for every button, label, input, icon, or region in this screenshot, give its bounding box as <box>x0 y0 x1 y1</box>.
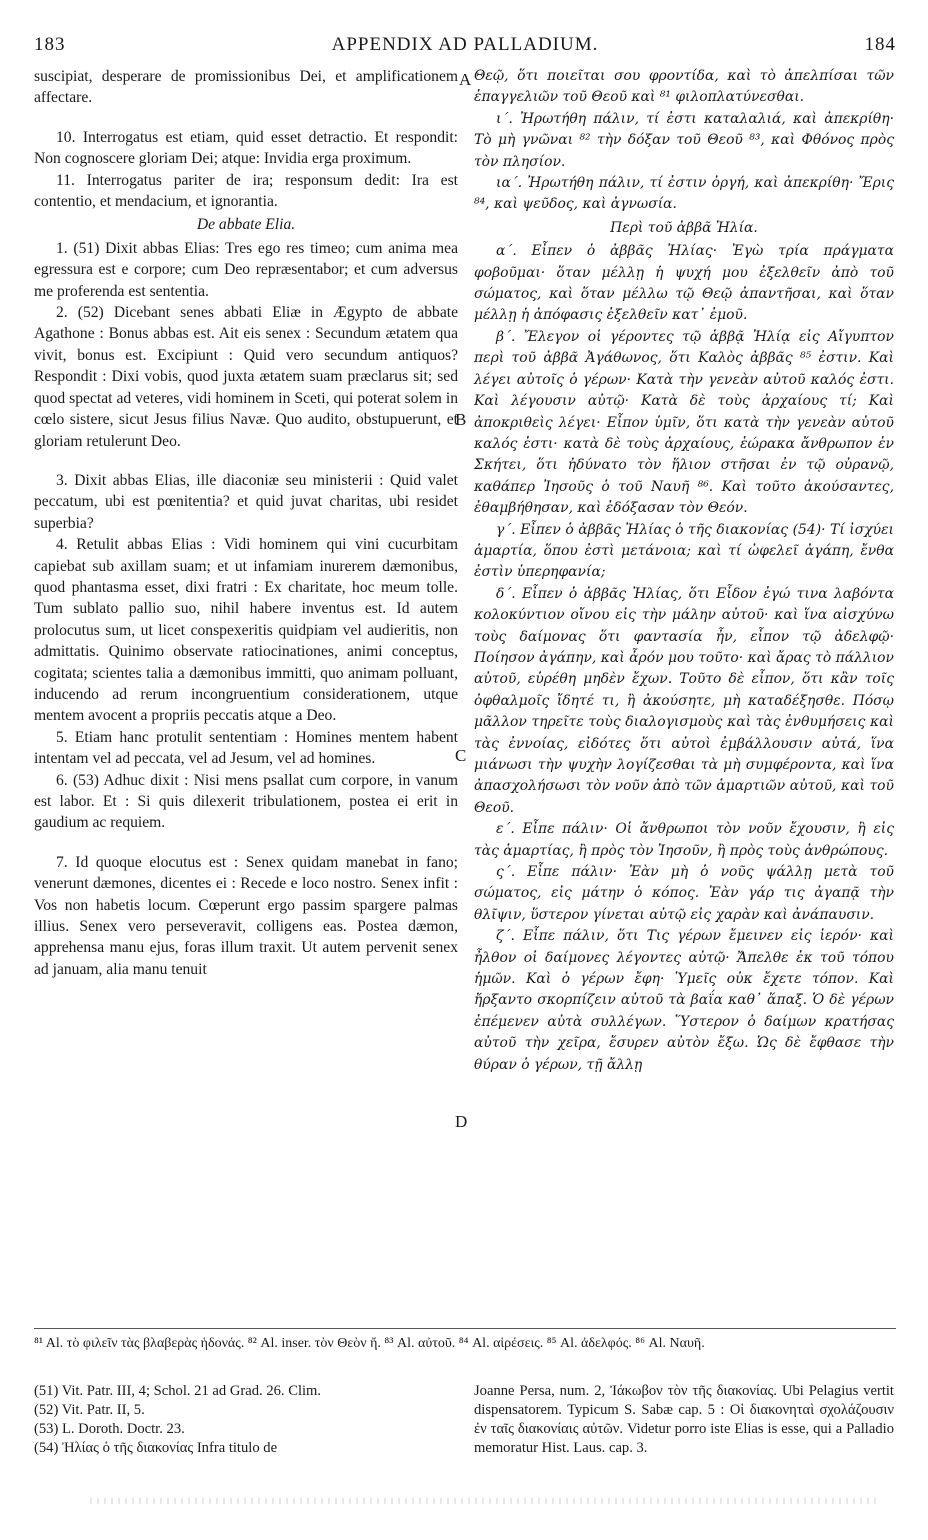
greek-paragraph: γ΄. Εἶπεν ὁ ἀββᾶς Ἠλίας ὁ τῆς διακονίας (54)· Τί ἰσχύει ἁμαρτία, ὅπου ἐστὶ μετάνοια; καὶ τί ὠφελεῖ ἀγάπη, ἔνθα ἐστὶν ὑπερηφανία; <box>474 521 894 581</box>
source-notes-right <box>474 1382 894 1458</box>
source-note: (51) Vit. Patr. III, 4; Schol. 21 ad Grad. 26. Clim. <box>34 1383 322 1399</box>
spacer <box>34 452 458 470</box>
greek-paragraph: δ΄. Εἶπεν ὁ ἀββᾶς Ἠλίας, ὅτι Εἶδον ἐγώ τινα λαβόντα κολοκύντιον οἴνου εἰς τὴν μάλην αὐτοῦ· καὶ ἵνα αἰσχύνω τοὺς δαίμονας ὅτι φαντασία ἦν, εἶπον τῷ ἀδελφῷ· Ποίησον ἀγάπην, καὶ ἆρόν μου τοῦτο· καὶ ἄρας τὸ πάλλιον αὐτοῦ, εὑρέθη μηδὲν ἔχων. Τοῦτο δὲ εἶπον, ὅτι κἂν τοῖς ὀφθαλμοῖς ἴδητέ τι, ἢ ἀκούσητε, μὴ καταδέξησθε. Πόσῳ μᾶλλον τηρεῖτε τοὺς διαλογισμοὺς καὶ τὰς ἐνθυμήσεις καὶ τὰς ἐννοίας, εἰδότες ὅτι αὐτοὶ ἐμβάλλουσιν αὐτά, ἵνα μιάνωσι τὴν ψυχὴν λογίζεσθαι τὰ μὴ συμφέροντα, καὶ ἵνα ἀπασχολήσωσι τὸν νοῦν ἀπὸ τῶν ἁμαρτιῶν αὐτοῦ, καὶ τοῦ Θεοῦ. <box>474 585 894 816</box>
source-note: (54) Ἠλίας ὁ τῆς διακονίας Infra titulo de <box>34 1440 278 1456</box>
greek-paragraph: β΄. Ἔλεγον οἱ γέροντες τῷ ἀββᾷ Ἠλίᾳ εἰς Αἴγυπτον περὶ τοῦ ἀββᾶ Ἀγάθωνος, ὅτι Καλὸς ἀββᾶς ⁸⁵ ἐστιν. Καὶ λέγει αὐτοῖς ὁ γέρων· Κατὰ τὴν γενεὰν αὐτοῦ καλός ἐστι. Καὶ λέγουσιν αὐτῷ· Κατὰ δὲ τοὺς ἀρχαίους τί; Καὶ ἀποκριθεὶς λέγει· Εἶπον ὑμῖν, ὅτι κατὰ τὴν γενεὰν αὐτοῦ καλός ἐστι· κατὰ δὲ τοὺς ἀρχαίους, ἑώρακα ἄνθρωπον ἐν Σκήτει, ὅτι ἠδύνατο τὸν ἥλιον στῆσαι ἐν τῷ οὐρανῷ, καθάπερ Ἰησοῦς ὁ τοῦ Ναυῆ ⁸⁶. Καὶ τοῦτο ἀκούσαντες, ἐθαμβήθησαν, καὶ ἐδόξασαν τὸν Θεόν. <box>474 328 894 517</box>
latin-paragraph: 11. Interrogatus pariter de ira; responsum dedit: Ira est contentio, et mendacium, et ignorantia. <box>34 171 458 211</box>
greek-paragraph: ι΄. Ἠρωτήθη πάλιν, τί ἐστι καταλαλιά, καὶ ἀπεκρίθη· Τὸ μὴ γνῶναι ⁸² τὴν δόξαν τοῦ Θεοῦ ⁸³, καὶ Φθόνος πρὸς τὸν πλησίον. <box>474 110 894 170</box>
scan-speckle <box>90 1498 880 1504</box>
latin-paragraph: suscipiat, desperare de promissionibus Dei, et amplificationem affectare. <box>34 68 458 107</box>
greek-paragraph: ια΄. Ἠρωτήθη πάλιν, τί ἐστιν ὀργή, καὶ ἀπεκρίθη· Ἔρις ⁸⁴, καὶ ψεῦδος, καὶ ἀγνωσία. <box>474 175 894 213</box>
margin-marker-a: A <box>459 70 472 89</box>
greek-paragraph: ε΄. Εἶπε πάλιν· Οἱ ἄνθρωποι τὸν νοῦν ἔχουσιν, ἢ εἰς τὰς ἁμαρτίας, ἢ πρὸς τὸν Ἰησοῦν, ἢ πρὸς τοὺς ἀνθρώπους. <box>474 821 894 859</box>
latin-paragraph: 2. (52) Dicebant senes abbati Eliæ in Ægypto de abbate Agathone : Bonus abbas est. Ait eis senex : Secundum ætatem qua vivit, bonus est. Excipiunt : Quid vero secundum antiquos? Respondit : Dixi vobis, quod juxta ætatem suam præclarus sit; sed quod spectat ad veteres, vidi hominem in Sceti, qui poterat solem in cœlo sistere, sicut Jesus filius Navæ. Quo audito, obstupuerunt, et gloriam retulerunt Deo. <box>34 304 458 450</box>
greek-paragraph: Θεῷ, ὅτι ποιεῖται σου φροντίδα, καὶ τὸ ἀπελπίσαι τῶν ἐπαγγελιῶν τοῦ Θεοῦ καὶ ⁸¹ φιλοπλατύνεσθαι. <box>474 68 894 106</box>
page-title: APPENDIX AD PALLADIUM. <box>331 34 599 55</box>
footnotes <box>34 1334 896 1353</box>
greek-paragraph: ς΄. Εἶπε πάλιν· Ἐὰν μὴ ὁ νοῦς ψάλλῃ μετὰ τοῦ σώματος, εἰς μάτην ὁ κόπος. Ἐὰν γάρ τις ἀγαπᾷ τὴν θλῖψιν, ὕστερον γίνεται αὐτῷ εἰς χαρὰν καὶ ἀνάπαυσιν. <box>474 864 894 923</box>
source-note: (52) Vit. Patr. II, 5. <box>34 1402 145 1418</box>
greek-column <box>474 66 894 1076</box>
source-note: (53) L. Doroth. Doctr. 23. <box>34 1421 185 1437</box>
latin-paragraph: 4. Retulit abbas Elias : Vidi hominem qui vini cucurbitam capiebat sub axillam suam; et ut infamiam inurerem dæmonibus, quod phantasma esset, dixi fratri : Ex charitate, hoc meum tolle. Tum sublato pallio suo, nihil habere inventus est. Id autem prolocutus sum, ut licet conspexeritis quidpiam vel audieritis, non admittatis. Quinimo observate ratiocinationes, animi conceptus, cogitata; scientes talia a dæmonibus immitti, quo animam polluant, inducendo ad rerum incongruentium considerationem, utque mentem avocent a propriis peccatis atque a Deo. <box>34 536 458 725</box>
page-number-left: 183 <box>34 34 66 55</box>
latin-paragraph: 6. (53) Adhuc dixit : Nisi mens psallat cum corpore, in vanum est labor. Et : Si quis dilexerit tribulationem, postea ei erit in gaudium ac requiem. <box>34 771 458 832</box>
latin-paragraph: 7. Id quoque elocutus est : Senex quidam manebat in fano; venerunt dæmones, dicentes ei : Recede e loco nostro. Senex infit : Vos non habetis locum. Cœperunt ergo passim spargere palmas illius. Senex vero perseveravit, colligens eas. Postea dæmon, apprehensa manu ejus, foras illum traxit. Ut autem pervenit senex ad januam, alia manu tenuit <box>34 853 458 978</box>
section-heading: Περὶ τοῦ ἀββᾶ Ἠλία. <box>610 219 758 236</box>
running-header <box>34 34 896 60</box>
spacer <box>34 109 458 127</box>
greek-paragraph: α΄. Εἶπεν ὁ ἀββᾶς Ἠλίας· Ἐγὼ τρία πράγματα φοβοῦμαι· ὅταν μέλλῃ ἡ ψυχή μου ἐξελθεῖν ἀπὸ τοῦ σώματος, καὶ ὅταν μέλλω τῷ Θεῷ ἀπαντῆσαι, καὶ ὅταν μέλλῃ ἡ ἀπόφασις ἐξελθεῖν κατ᾽ ἐμοῦ. <box>474 243 894 324</box>
source-notes-left <box>34 1382 454 1458</box>
footnote-line: ⁸¹ Al. τὸ φιλεῖν τὰς βλαβερὰς ἡδονάς. ⁸² Al. inser. τὸν Θεὸν ἤ. ⁸³ Al. αὐτοῦ. ⁸⁴ Al. αἱρέσεις. ⁸⁵ Al. ἀδελφός. ⁸⁶ Al. Ναυῆ. <box>34 1336 705 1351</box>
footnote-divider <box>34 1328 896 1329</box>
margin-marker-b: B <box>455 410 467 429</box>
latin-column <box>34 66 458 980</box>
page-number-right: 184 <box>864 34 896 55</box>
latin-paragraph: 5. Etiam hanc protulit sententiam : Homines mentem habent intentam vel ad peccata, vel ad Jesum, vel ad homines. <box>34 728 458 768</box>
section-heading: De abbate Elia. <box>196 216 296 234</box>
latin-paragraph: 10. Interrogatus est etiam, quid esset detractio. Et respondit: Non cognoscere gloriam Dei; atque: Invidia erga proximum. <box>34 128 458 168</box>
spacer <box>34 834 458 852</box>
source-note: Joanne Persa, num. 2, Ἰάκωβον τὸν τῆς διακονίας. Ubi Pelagius vertit dispensatorem. Typicum S. Sabæ cap. 5 : Οἱ διακονηταὶ σχολάζουσιν ἐν ταῖς διακονίαις αὐτῶν. Videtur porro iste Elias is esse, qui a Palladio memoratur Hist. Laus. cap. 3. <box>474 1383 894 1456</box>
latin-paragraph: 3. Dixit abbas Elias, ille diaconiæ seu ministerii : Quid valet peccatum, ubi est pœnitentia? et quid juvat charitas, ubi residet superbia? <box>34 471 458 532</box>
margin-marker-d: D <box>455 1112 468 1131</box>
greek-paragraph: ζ΄. Εἶπε πάλιν, ὅτι Τις γέρων ἔμεινεν εἰς ἱερόν· καὶ ἦλθον οἱ δαίμονες λέγοντες αὐτῷ· Ἄπελθε ἐκ τοῦ τόπου ἡμῶν. Καὶ ὁ γέρων ἔφη· Ὑμεῖς οὐκ ἔχετε τόπον. Καὶ ἤρξαντο σκορπίζειν αὐτοῦ τὰ βαΐα καθ᾽ ἅπαξ. Ὁ δὲ γέρων ἐπέμενεν αὐτὰ συλλέγων. Ὕστερον ὁ δαίμων κρατήσας αὐτοῦ τὴν χεῖρα, ἔσυρεν αὐτὸν ἔξω. Ὡς δὲ ἔφθασε τὴν θύραν ὁ γέρων, τῇ ἄλλῃ <box>474 928 894 1073</box>
latin-paragraph: 1. (51) Dixit abbas Elias: Tres ego res timeo; cum anima mea egressura est e corpore; cum Deo repræsentabor; et cum adversus me proferenda est sententia. <box>34 239 458 300</box>
margin-marker-c: C <box>455 746 467 765</box>
